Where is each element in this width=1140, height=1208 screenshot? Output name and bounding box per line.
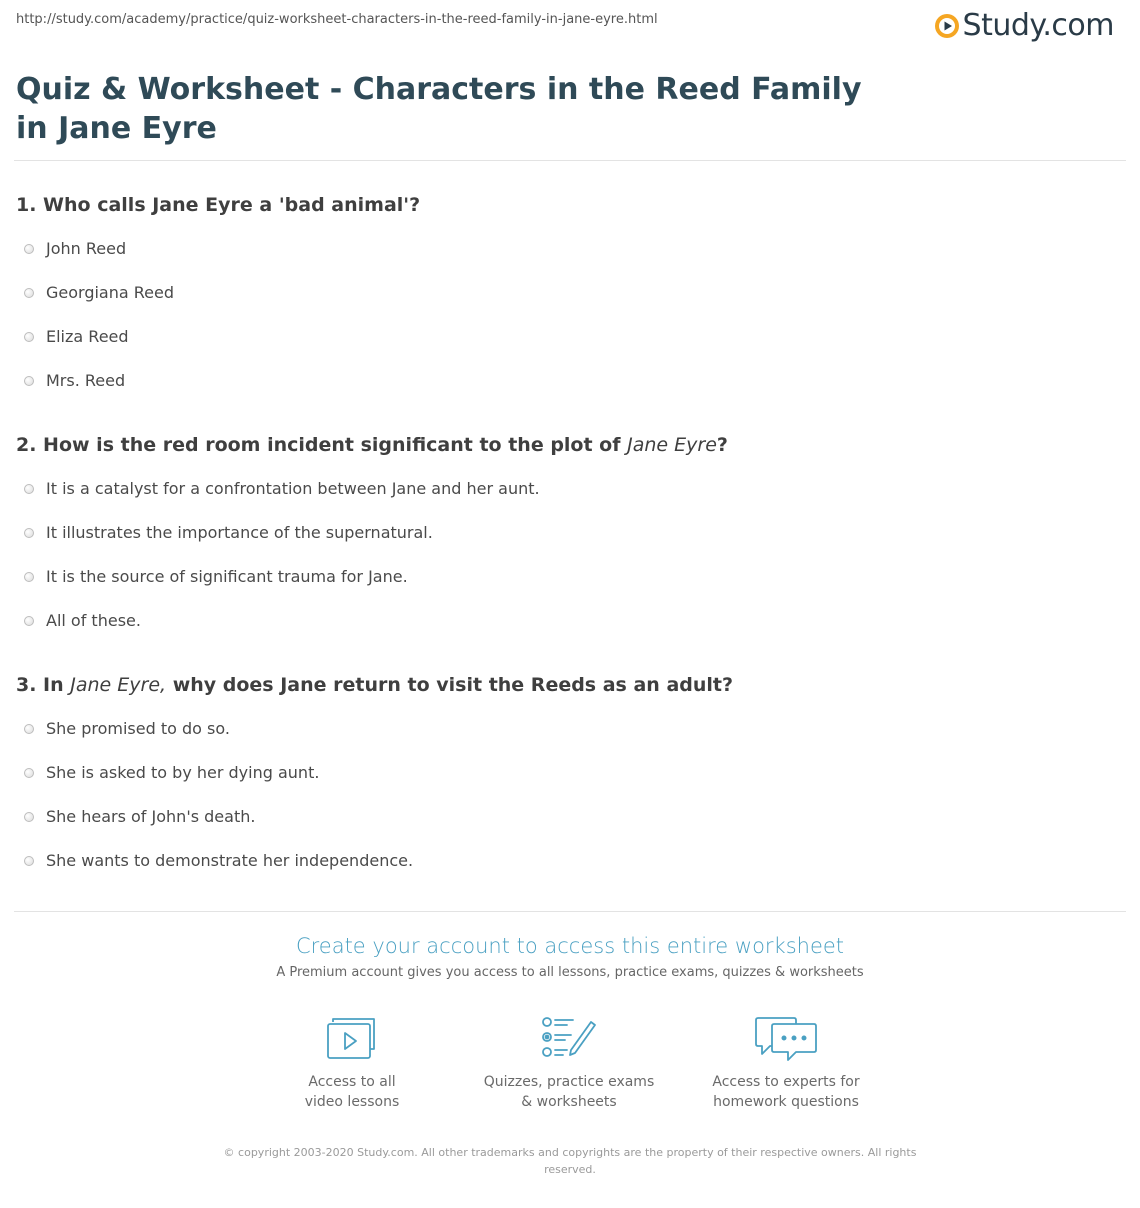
- question-3-title: Jane Eyre,: [70, 674, 167, 696]
- chat-bubbles-icon: [754, 1016, 818, 1062]
- answer-option[interactable]: [24, 283, 174, 302]
- feature-label-line2: & worksheets: [521, 1094, 617, 1110]
- answer-option[interactable]: [24, 239, 126, 258]
- question-3: [16, 674, 733, 696]
- answer-option-label: She promised to do so.: [46, 719, 230, 738]
- page-title: Quiz & Worksheet - Characters in the Reed Family in Jane Eyre: [16, 72, 862, 146]
- answer-option-label: John Reed: [46, 239, 127, 258]
- feature-label-line1: Access to all: [308, 1074, 396, 1090]
- answer-option-label: It illustrates the importance of the supernatural.: [46, 523, 433, 542]
- answer-option-label: She wants to demonstrate her independence.: [46, 851, 414, 870]
- question-3-text: 3. In: [16, 674, 71, 696]
- radio-button[interactable]: [24, 572, 34, 582]
- answer-option-label: Eliza Reed: [46, 327, 129, 346]
- answer-option-label: It is a catalyst for a confrontation between Jane and her aunt.: [46, 479, 540, 498]
- answer-option[interactable]: [24, 763, 319, 782]
- question-2-title: Jane Eyre: [627, 434, 717, 456]
- question-1: [16, 194, 420, 216]
- radio-button[interactable]: [24, 768, 34, 778]
- question-3-suffix: why does Jane return to visit the Reeds as an adult?: [166, 674, 734, 696]
- answer-option[interactable]: [24, 523, 433, 542]
- logo-text: Study.com: [962, 8, 1114, 43]
- radio-button[interactable]: [24, 244, 34, 254]
- play-logo-icon: [934, 13, 960, 39]
- feature-label-line1: Quizzes, practice exams: [483, 1074, 655, 1090]
- radio-button[interactable]: [24, 812, 34, 822]
- cta-subtitle: A Premium account gives you access to all lessons, practice exams, quizzes & worksheets: [276, 965, 864, 980]
- radio-button[interactable]: [24, 288, 34, 298]
- answer-option-label: She is asked to by her dying aunt.: [46, 763, 320, 782]
- answer-option[interactable]: [24, 807, 255, 826]
- answer-option[interactable]: [24, 567, 408, 586]
- radio-button[interactable]: [24, 616, 34, 626]
- answer-option[interactable]: [24, 719, 230, 738]
- radio-button[interactable]: [24, 528, 34, 538]
- question-1-text: 1. Who calls Jane Eyre a 'bad animal'?: [16, 194, 421, 216]
- radio-button[interactable]: [24, 856, 34, 866]
- study-logo[interactable]: [934, 8, 1114, 43]
- question-2-suffix: ?: [716, 434, 728, 456]
- answer-option[interactable]: [24, 327, 129, 346]
- title-divider: [14, 160, 1126, 161]
- answer-option[interactable]: [24, 371, 125, 390]
- question-2: [16, 434, 728, 456]
- feature-label-line2: video lessons: [304, 1094, 400, 1110]
- answer-option[interactable]: [24, 479, 540, 498]
- answer-option-label: Georgiana Reed: [46, 283, 175, 302]
- answer-option[interactable]: [24, 851, 413, 870]
- question-2-text: 2. How is the red room incident significant to the plot of: [16, 434, 628, 456]
- create-account-link[interactable]: Create your account to access this entire worksheet: [295, 934, 845, 958]
- radio-button[interactable]: [24, 484, 34, 494]
- copyright-footer: © copyright 2003-2020 Study.com. All other trademarks and copyrights are the property of their respective owners. All rights reserved.: [223, 1146, 917, 1176]
- answer-option-label: All of these.: [46, 611, 141, 630]
- radio-button[interactable]: [24, 724, 34, 734]
- feature-label-line2: homework questions: [713, 1094, 859, 1110]
- answer-option-label: Mrs. Reed: [46, 371, 126, 390]
- video-lessons-icon: [326, 1016, 378, 1062]
- answer-option[interactable]: [24, 611, 141, 630]
- feature-quizzes: [469, 1016, 669, 1112]
- feature-label-line1: Access to experts for: [712, 1074, 860, 1090]
- cta-divider: [14, 911, 1126, 912]
- quiz-checklist-icon: [541, 1016, 597, 1062]
- radio-button[interactable]: [24, 376, 34, 386]
- page-url: http://study.com/academy/practice/quiz-worksheet-characters-in-the-reed-family-in-jane-eyre.html: [16, 12, 658, 27]
- answer-option-label: She hears of John's death.: [46, 807, 256, 826]
- feature-video-lessons: [252, 1016, 452, 1112]
- radio-button[interactable]: [24, 332, 34, 342]
- feature-experts: [686, 1016, 886, 1112]
- answer-option-label: It is the source of significant trauma for Jane.: [46, 567, 408, 586]
